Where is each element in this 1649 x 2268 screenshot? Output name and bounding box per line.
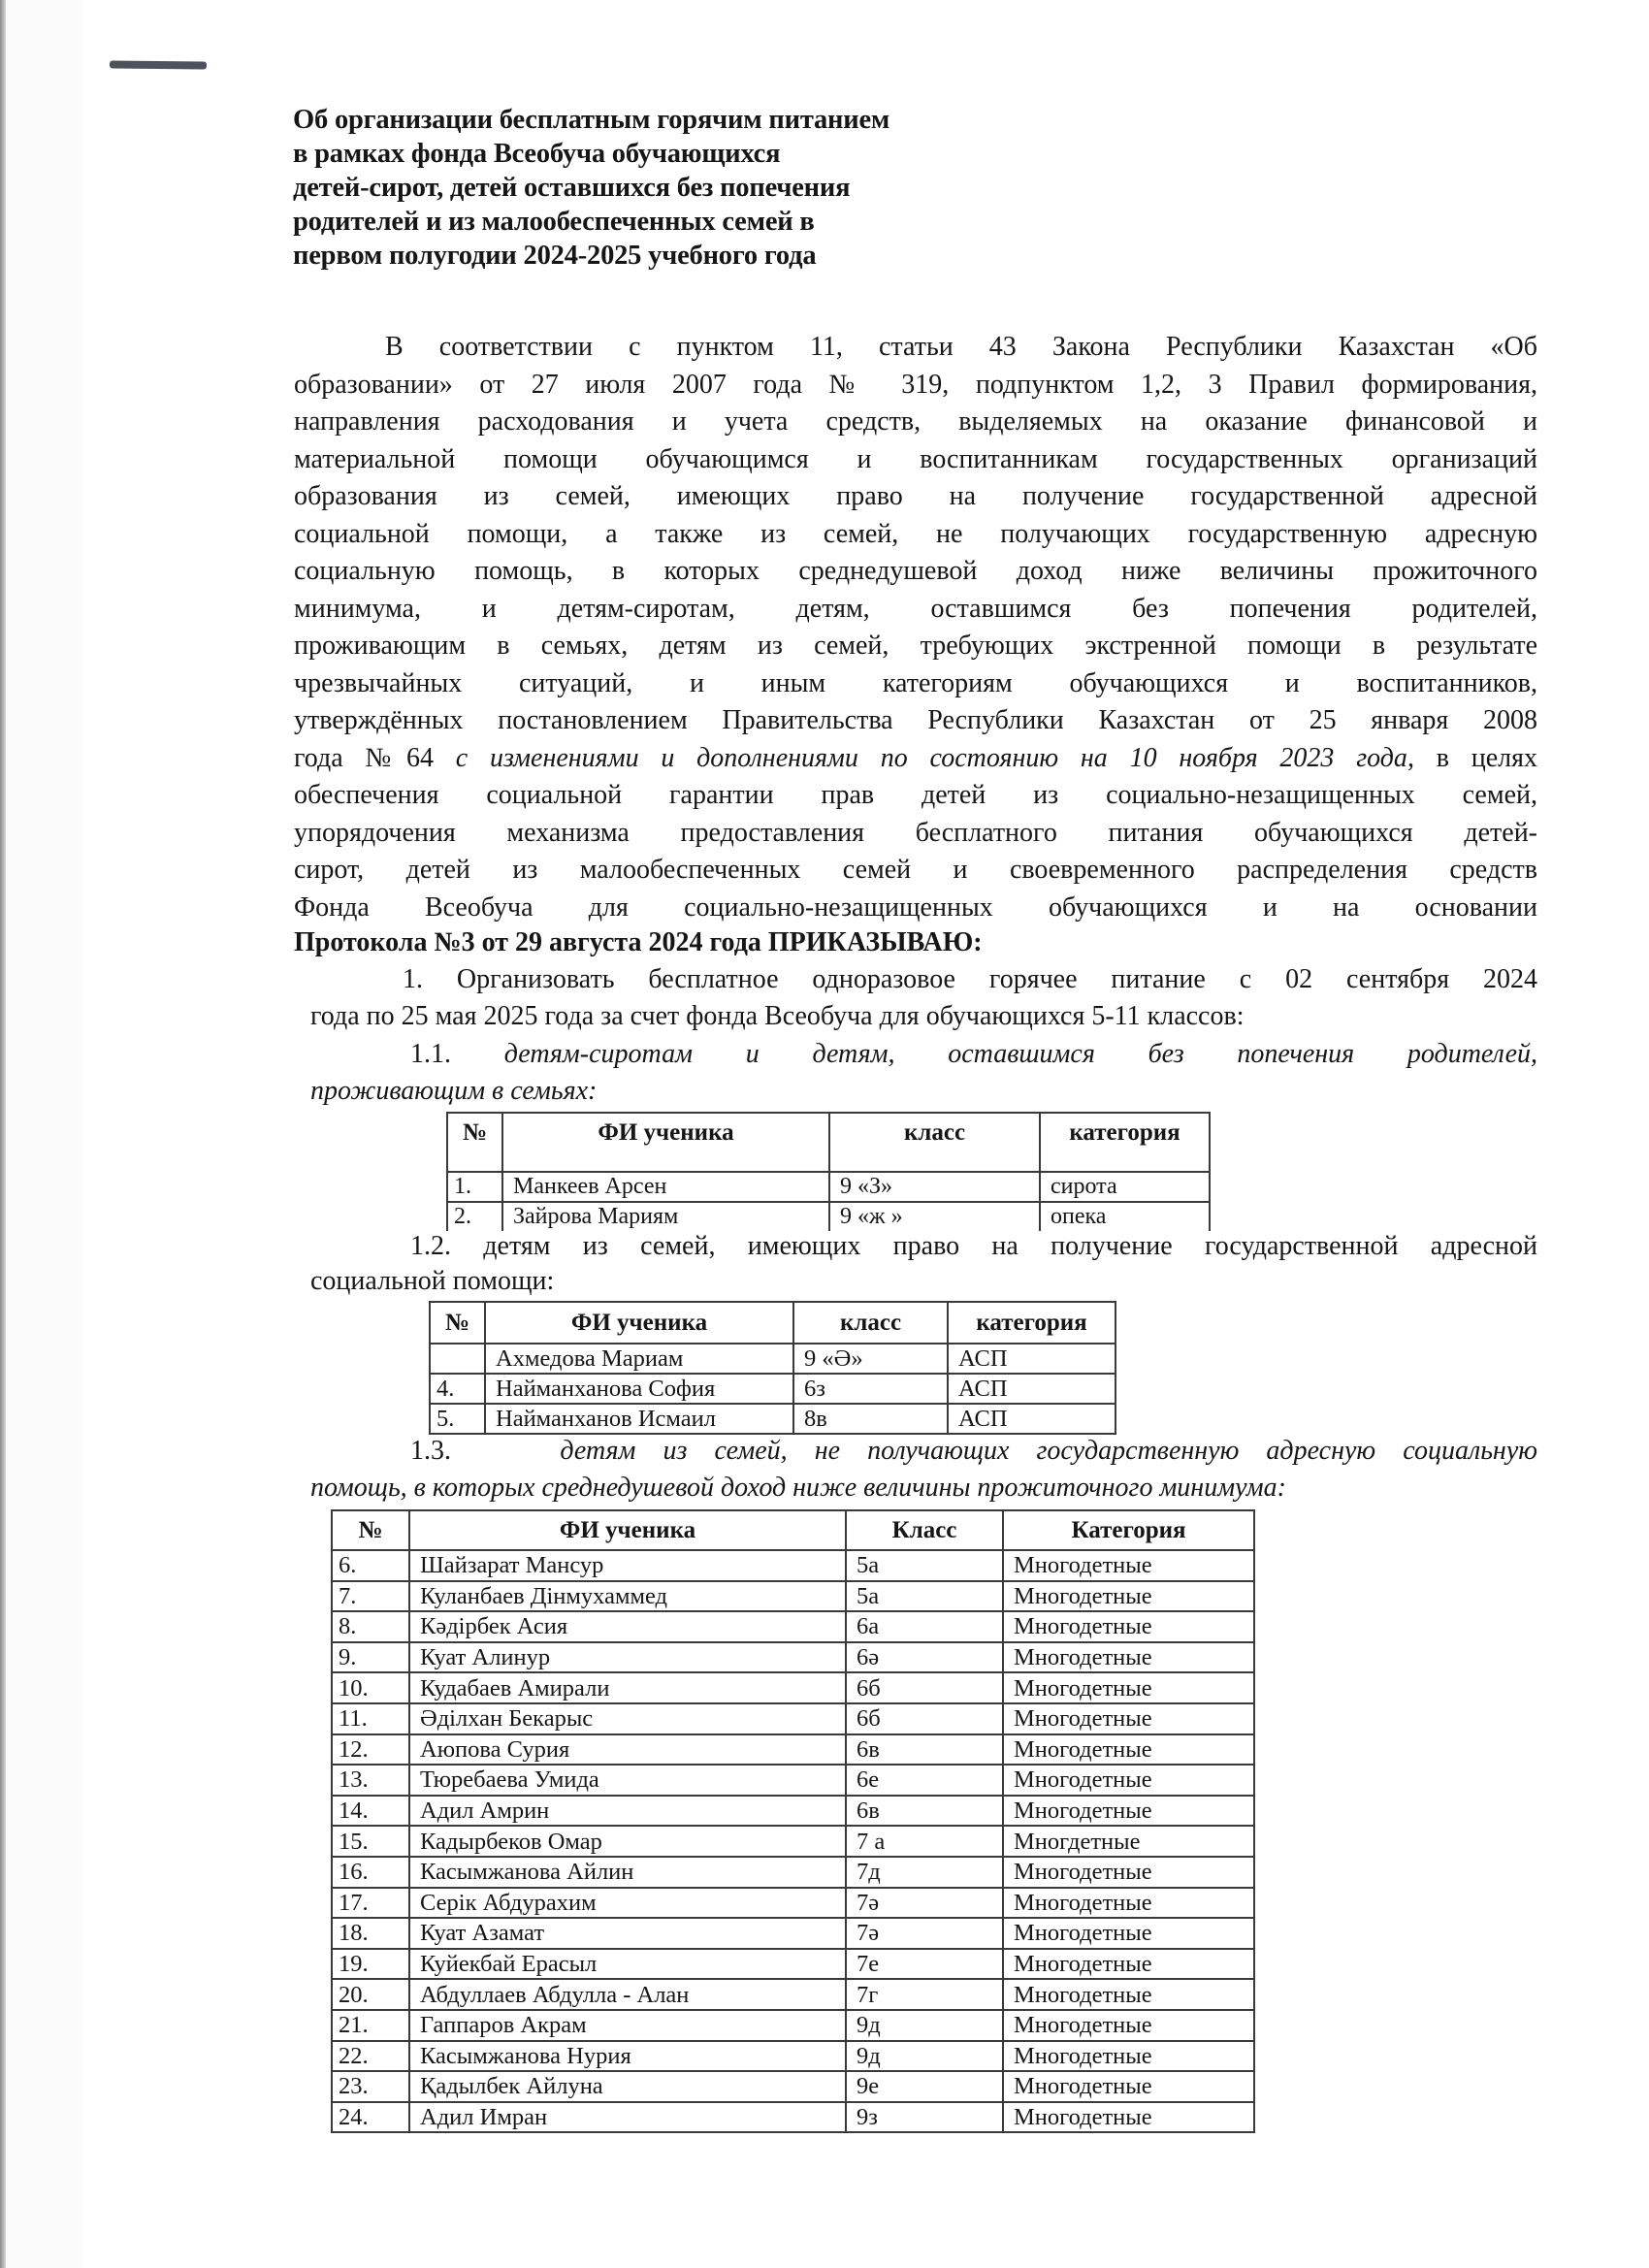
item-1-1-heading	[410, 1036, 1537, 1073]
cell-category: Многодетные	[1003, 1672, 1254, 1703]
cell-name: Куат Алинур	[409, 1642, 846, 1673]
preamble-line-amendment	[294, 740, 1537, 777]
table-header-row	[430, 1302, 1116, 1344]
table-row	[332, 2010, 1254, 2041]
table-row	[332, 1765, 1254, 1796]
table-row	[332, 1979, 1254, 2010]
preamble-line: проживающим в семьях, детям из семей, требующих экстренной помощи в результате	[294, 631, 1537, 661]
cell-name: Адил Амрин	[409, 1796, 846, 1827]
cell-number: 22.	[332, 2041, 409, 2072]
scan-margin	[6, 0, 83, 2268]
cell-category: Многодетные	[1003, 1550, 1254, 1581]
cell-category: Многодетные	[1003, 1611, 1254, 1642]
cell-class: 6з	[793, 1374, 948, 1404]
item-text: детям из семей, не получающих государственную адресную социальную	[560, 1436, 1537, 1466]
title-line: в рамках фонда Всеобуча обучающихся	[293, 139, 781, 169]
cell-class: 6б	[846, 1672, 1003, 1703]
table-row	[332, 1734, 1254, 1766]
cell-number: 14.	[332, 1796, 409, 1827]
col-category-header: категория	[1040, 1113, 1210, 1172]
title-line: первом полугодии 2024-2025 учебного года	[293, 241, 817, 271]
cell-name: Куат Азамат	[409, 1918, 846, 1949]
preamble-line: упорядочения механизма предоставления бесплатного питания обучающихся детей-	[294, 818, 1537, 848]
amendment-note: с изменениями и дополнениями по состоянию на 10 ноября 2023 года	[455, 743, 1407, 773]
cell-number	[430, 1344, 485, 1374]
preamble-line: В соответствии с пунктом 11, статьи 43 Закона Республики Казахстан «Об	[385, 332, 1537, 362]
asp-table	[429, 1301, 1116, 1435]
table-row	[447, 1172, 1210, 1202]
table-row	[332, 1550, 1254, 1581]
item-number: 1.1.	[410, 1039, 451, 1069]
cell-name: Адил Имран	[409, 2102, 846, 2133]
cell-name: Аюпова Сурия	[409, 1734, 846, 1766]
cell-class: 9 «ж »	[829, 1202, 1040, 1231]
cell-category: Многодетные	[1003, 2041, 1254, 2072]
cell-name: Манкеев Арсен	[502, 1172, 829, 1202]
order-statement: Протокола №3 от 29 августа 2024 года ПРИКАЗЫВАЮ:	[294, 927, 983, 957]
table-row	[332, 1918, 1254, 1949]
cell-number: 1.	[447, 1172, 502, 1202]
cell-class: 9д	[846, 2041, 1003, 2072]
table-row	[430, 1374, 1116, 1404]
cell-name: Найманханов Исмаил	[485, 1404, 793, 1434]
table-row	[332, 1949, 1254, 1980]
cell-class: 5а	[846, 1550, 1003, 1581]
preamble-line: минимума, и детям-сиротам, детям, оставшимся без попечения родителей,	[294, 594, 1537, 624]
cell-number: 23.	[332, 2071, 409, 2102]
cell-name: Касымжанова Нурия	[409, 2041, 846, 2072]
col-number-header: №	[447, 1113, 502, 1172]
table-row	[332, 2071, 1254, 2102]
table-body	[332, 1550, 1254, 2132]
cell-number: 8.	[332, 1611, 409, 1642]
cell-category: Многодетные	[1003, 2071, 1254, 2102]
preamble-line: материальной помощи обучающимся и воспитанникам государственных организаций	[294, 444, 1537, 474]
preamble-line: образования из семей, имеющих право на получение государственной адресной	[294, 481, 1537, 511]
purpose-text: , в целях	[1406, 743, 1537, 773]
col-name-header: ФИ ученика	[485, 1302, 793, 1344]
cell-category: Многодетные	[1003, 2010, 1254, 2041]
table-header-row	[332, 1510, 1254, 1550]
cell-class: 9е	[846, 2071, 1003, 2102]
item-1-2-line: социальной помощи:	[310, 1266, 555, 1296]
cell-number: 17.	[332, 1888, 409, 1919]
cell-category: Многодетные	[1003, 2102, 1254, 2133]
cell-category: Многодетные	[1003, 1918, 1254, 1949]
orphans-table	[446, 1112, 1211, 1231]
cell-category: Многодетные	[1003, 1642, 1254, 1673]
cell-name: Куланбаев Дінмухаммед	[409, 1581, 846, 1612]
cell-class: 7ә	[846, 1918, 1003, 1949]
cell-name: Кәдірбек Асия	[409, 1611, 846, 1642]
table-row	[332, 2102, 1254, 2133]
cell-class: 7 а	[846, 1826, 1003, 1857]
cell-class: 9 «Ә»	[793, 1344, 948, 1374]
cell-class: 9 «З»	[829, 1172, 1040, 1202]
decree-number: года №64	[294, 743, 456, 773]
cell-category: Многодетные	[1003, 1765, 1254, 1796]
cell-class: 6ә	[846, 1642, 1003, 1673]
preamble-line: социальную помощь, в которых среднедушевой доход ниже величины прожиточного	[294, 556, 1537, 586]
cell-number: 20.	[332, 1979, 409, 2010]
cell-name: Әділхан Бекарыс	[409, 1703, 846, 1734]
cell-number: 16.	[332, 1857, 409, 1888]
item-1-line: года по 25 мая 2025 года за счет фонда Всеобуча для обучающихся 5-11 классов:	[310, 1001, 1245, 1031]
cell-name: Серік Абдурахим	[409, 1888, 846, 1919]
cell-number: 5.	[430, 1404, 485, 1434]
cell-class: 6б	[846, 1703, 1003, 1734]
table-row	[332, 1703, 1254, 1734]
preamble-line: направления расходования и учета средств, выделяемых на оказание финансовой и	[294, 406, 1537, 437]
cell-class: 9з	[846, 2102, 1003, 2133]
cell-category: Многодетные	[1003, 1857, 1254, 1888]
cell-class: 8в	[793, 1404, 948, 1434]
cell-number: 11.	[332, 1703, 409, 1734]
cell-class: 9д	[846, 2010, 1003, 2041]
pen-mark	[110, 60, 207, 69]
cell-category: опека	[1040, 1202, 1210, 1231]
cell-category: Многодетные	[1003, 1581, 1254, 1612]
cell-category: Многодетные	[1003, 1949, 1254, 1980]
table-row	[447, 1202, 1210, 1231]
cell-number: 18.	[332, 1918, 409, 1949]
table-row	[332, 1796, 1254, 1827]
item-1-3-heading	[410, 1433, 1537, 1470]
item-1-2-line: 1.2. детям из семей, имеющих право на получение государственной адресной	[410, 1231, 1537, 1261]
cell-number: 13.	[332, 1765, 409, 1796]
col-number-header: №	[430, 1302, 485, 1344]
cell-number: 6.	[332, 1550, 409, 1581]
table-row	[430, 1344, 1116, 1374]
cell-category: АСП	[948, 1404, 1116, 1434]
cell-number: 24.	[332, 2102, 409, 2133]
col-name-header: ФИ ученика	[502, 1113, 829, 1172]
preamble-line: обеспечения социальной гарантии прав детей из социально-незащищенных семей,	[294, 780, 1537, 810]
title-line: детей-сирот, детей оставшихся без попечения	[293, 173, 851, 203]
cell-name: Гаппаров Акрам	[409, 2010, 846, 2041]
col-class-header: класс	[829, 1113, 1040, 1172]
cell-category: Многодетные	[1003, 1979, 1254, 2010]
cell-category: Многдетные	[1003, 1826, 1254, 1857]
cell-category: Многодетные	[1003, 1888, 1254, 1919]
cell-class: 7г	[846, 1979, 1003, 2010]
table-row	[332, 1581, 1254, 1612]
table-row	[332, 1826, 1254, 1857]
preamble-line: утверждённых постановлением Правительства Республики Казахстан от 25 января 2008	[294, 705, 1537, 735]
item-text: детям-сиротам и детям, оставшимся без попечения родителей,	[503, 1039, 1538, 1069]
cell-category: АСП	[948, 1374, 1116, 1404]
table-row	[332, 2041, 1254, 2072]
table-row	[430, 1404, 1116, 1434]
title-line: родителей и из малообеспеченных семей в	[293, 207, 815, 237]
table-row	[332, 1611, 1254, 1642]
cell-number: 9.	[332, 1642, 409, 1673]
cell-number: 2.	[447, 1202, 502, 1231]
cell-class: 7д	[846, 1857, 1003, 1888]
cell-category: сирота	[1040, 1172, 1210, 1202]
title-line: Об организации бесплатным горячим питанием	[293, 105, 890, 135]
cell-name: Абдуллаев Абдулла - Алан	[409, 1979, 846, 2010]
cell-class: 6в	[846, 1796, 1003, 1827]
cell-name: Зайрова Мариям	[502, 1202, 829, 1231]
item-1-line: 1. Организовать бесплатное одноразовое горячее питание с 02 сентября 2024	[403, 964, 1537, 994]
preamble-line: образовании» от 27 июля 2007 года № 319, подпунктом 1,2, 3 Правил формирования,	[294, 370, 1537, 400]
table-header-row	[447, 1113, 1210, 1172]
cell-name: Касымжанова Айлин	[409, 1857, 846, 1888]
cell-class: 7е	[846, 1949, 1003, 1980]
item-number: 1.3.	[410, 1436, 451, 1466]
table-row	[332, 1642, 1254, 1673]
cell-name: Ахмедова Мариам	[485, 1344, 793, 1374]
col-name-header: ФИ ученика	[409, 1510, 846, 1550]
cell-name: Найманханова София	[485, 1374, 793, 1404]
cell-name: Қадылбек Айлуна	[409, 2071, 846, 2102]
cell-category: Многодетные	[1003, 1703, 1254, 1734]
cell-category: Многодетные	[1003, 1796, 1254, 1827]
cell-number: 15.	[332, 1826, 409, 1857]
cell-name: Куйекбай Ерасыл	[409, 1949, 846, 1980]
cell-name: Кудабаев Амирали	[409, 1672, 846, 1703]
low-income-table	[331, 1509, 1255, 2133]
cell-name: Кадырбеков Омар	[409, 1826, 846, 1857]
col-class-header: класс	[793, 1302, 948, 1344]
preamble-line: сирот, детей из малообеспеченных семей и своевременного распределения средств	[294, 855, 1537, 885]
col-class-header: Класс	[846, 1510, 1003, 1550]
preamble-line: чрезвычайных ситуаций, и иным категориям обучающихся и воспитанников,	[294, 668, 1537, 698]
col-category-header: категория	[948, 1302, 1116, 1344]
cell-class: 6в	[846, 1734, 1003, 1766]
cell-number: 21.	[332, 2010, 409, 2041]
cell-class: 7ә	[846, 1888, 1003, 1919]
col-number-header: №	[332, 1510, 409, 1550]
cell-class: 6а	[846, 1611, 1003, 1642]
cell-number: 12.	[332, 1734, 409, 1766]
cell-category: Многодетные	[1003, 1734, 1254, 1766]
col-category-header: Категория	[1003, 1510, 1254, 1550]
item-1-3-line: помощь, в которых среднедушевой доход ниже величины прожиточного минимума:	[310, 1473, 1286, 1503]
preamble-line: Фонда Всеобуча для социально-незащищенных обучающихся и на основании	[294, 892, 1537, 923]
cell-name: Тюребаева Умида	[409, 1765, 846, 1796]
cell-number: 7.	[332, 1581, 409, 1612]
table-row	[332, 1857, 1254, 1888]
cell-class: 5а	[846, 1581, 1003, 1612]
cell-class: 6е	[846, 1765, 1003, 1796]
cell-number: 10.	[332, 1672, 409, 1703]
cell-category: АСП	[948, 1344, 1116, 1374]
cell-number: 4.	[430, 1374, 485, 1404]
table-row	[332, 1888, 1254, 1919]
item-1-1-line: проживающим в семьях:	[310, 1076, 598, 1106]
document-title	[293, 103, 1030, 273]
table-row	[332, 1672, 1254, 1703]
cell-name: Шайзарат Мансур	[409, 1550, 846, 1581]
preamble-line: социальной помощи, а также из семей, не получающих государственную адресную	[294, 519, 1537, 549]
cell-number: 19.	[332, 1949, 409, 1980]
